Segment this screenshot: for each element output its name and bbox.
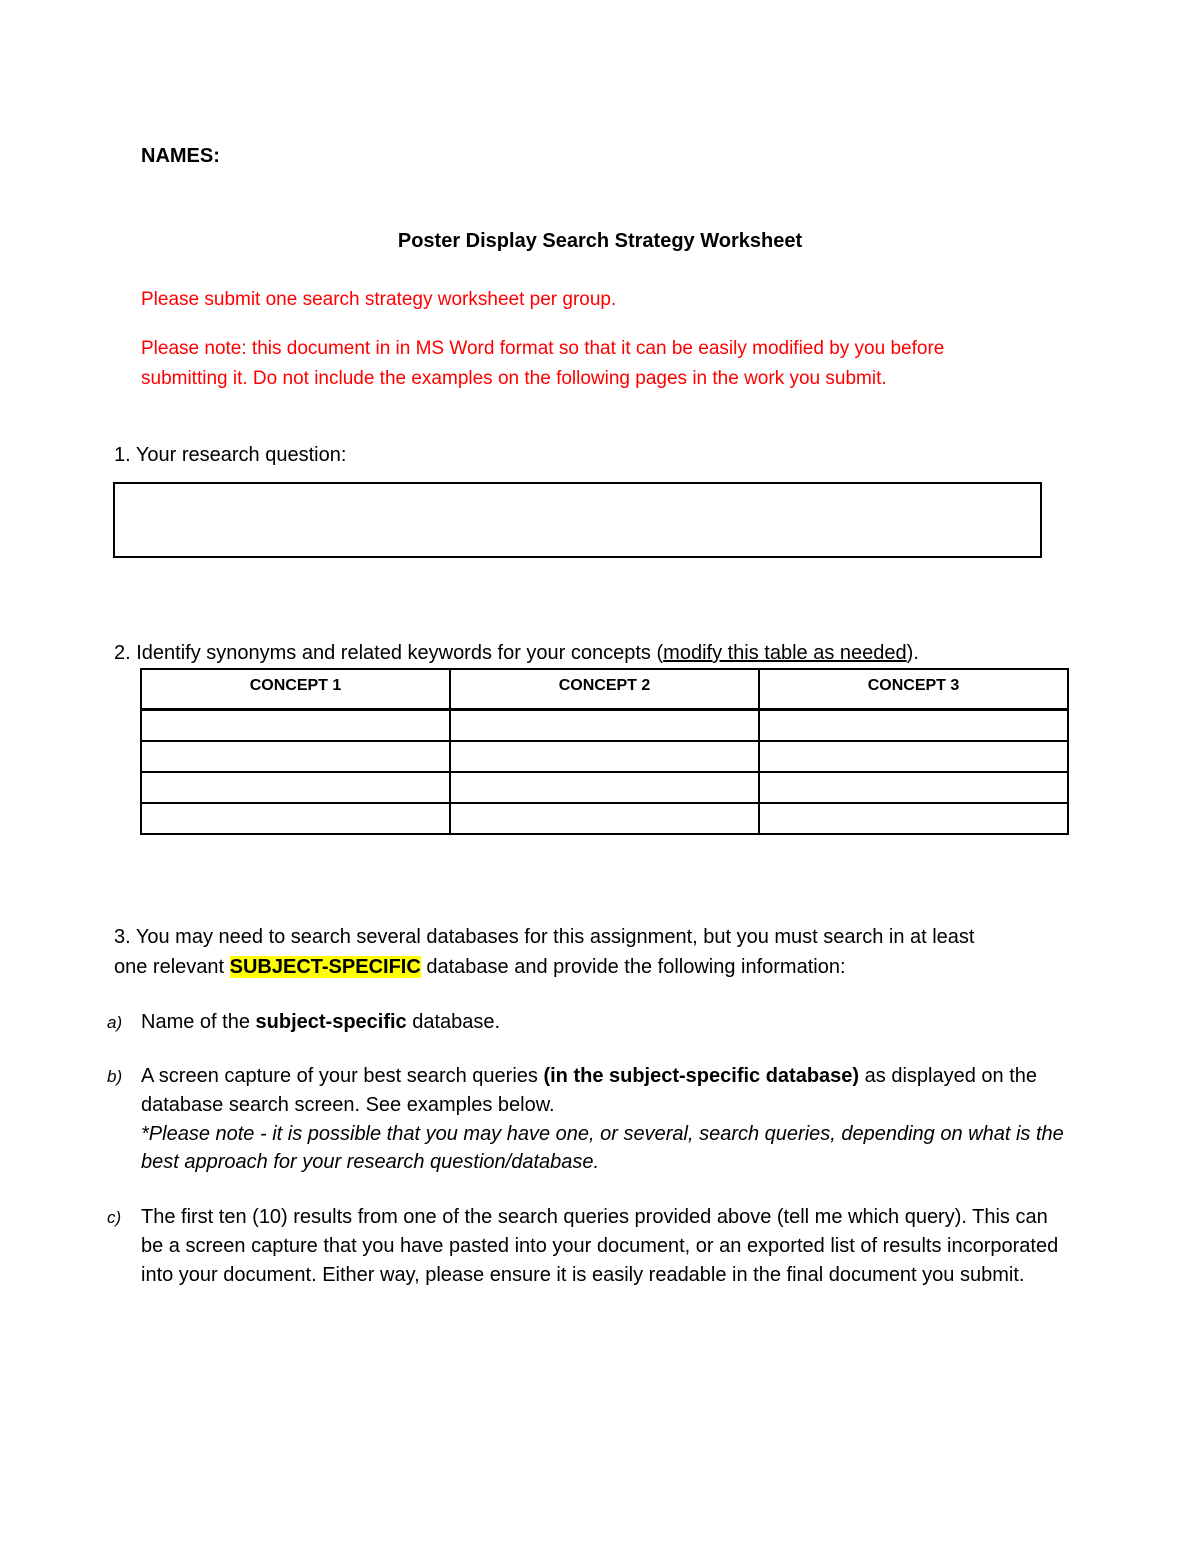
concept-cell[interactable] [450, 709, 759, 741]
concept-table-header-row [141, 669, 1068, 709]
concept-cell[interactable] [759, 741, 1068, 772]
question-2-suffix: ). [906, 642, 919, 664]
concept-cell[interactable] [759, 772, 1068, 803]
concept-cell[interactable] [141, 741, 450, 772]
item-a-text-1: Name of the [141, 1011, 256, 1033]
question-2-prefix: 2. Identify synonyms and related keywords for your concepts ( [114, 642, 664, 664]
concept-cell[interactable] [450, 741, 759, 772]
notice-line-2: submitting it. Do not include the examples on the following pages in the work you submit. [141, 368, 887, 389]
concept-cell[interactable] [141, 803, 450, 834]
question-3-line-1: 3. You may need to search several databases for this assignment, but you must search in at least [114, 926, 975, 948]
item-b-text-1: A screen capture of your best search queries [141, 1065, 544, 1087]
question-2-label [114, 642, 919, 665]
concept-header: CONCEPT 2 [450, 669, 759, 709]
list-item-c [107, 1203, 1067, 1290]
concept-header: CONCEPT 1 [141, 669, 450, 709]
item-b-main [141, 1062, 1067, 1120]
concept-cell[interactable] [141, 709, 450, 741]
item-letter: a) [107, 1013, 123, 1032]
concept-cell[interactable] [759, 803, 1068, 834]
research-question-box[interactable] [113, 482, 1042, 558]
concept-cell[interactable] [450, 772, 759, 803]
item-b-bold: (in the subject-specific database) [543, 1065, 860, 1087]
question-3-line-2 [114, 952, 1074, 982]
notice-submit-one: Please submit one search strategy worksheet per group. [141, 289, 617, 310]
item-a-text-2: database. [406, 1011, 501, 1033]
item-c-text: The first ten (10) results from one of the search queries provided above (tell me which query). This can be a screen capture that you have pasted into your document, or an exported list of results incorporated into your document. Either way, please ensure it is easily readable in the final document you submit. [141, 1206, 1059, 1286]
table-row [141, 803, 1068, 834]
list-item-a [107, 1008, 1067, 1037]
question-3-text [114, 922, 1074, 982]
concept-cell[interactable] [450, 803, 759, 834]
concept-header: CONCEPT 3 [759, 669, 1068, 709]
notice-word-format [141, 334, 1041, 394]
item-a-body [141, 1008, 1067, 1037]
table-row [141, 741, 1068, 772]
item-b-text-2: as displayed on the database search screen. See examples below. [141, 1065, 1037, 1116]
question-1-label: 1. Your research question: [114, 444, 347, 466]
item-b-note: *Please note - it is possible that you may have one, or several, search queries, depending on what is the best approach for your research question/database. [141, 1123, 1064, 1173]
item-letter: b) [107, 1067, 123, 1086]
notice-line-1: Please note: this document in in MS Word format so that it can be easily modified by you before [141, 338, 945, 359]
concept-cell[interactable] [759, 709, 1068, 741]
concept-cell[interactable] [141, 772, 450, 803]
subject-specific-highlight: SUBJECT-SPECIFIC [229, 956, 421, 978]
question-3-prefix: one relevant [114, 956, 230, 978]
item-letter: c) [107, 1208, 122, 1227]
page-title: Poster Display Search Strategy Worksheet [397, 230, 803, 252]
item-a-bold: subject-specific [255, 1011, 407, 1033]
table-row [141, 709, 1068, 741]
question-3-suffix: database and provide the following information: [420, 956, 846, 978]
names-label: NAMES: [141, 145, 220, 167]
table-row [141, 772, 1068, 803]
item-b-body [141, 1062, 1067, 1176]
list-item-b [107, 1062, 1067, 1176]
question-2-underlined: modify this table as needed [663, 642, 907, 664]
concept-table [140, 668, 1069, 835]
